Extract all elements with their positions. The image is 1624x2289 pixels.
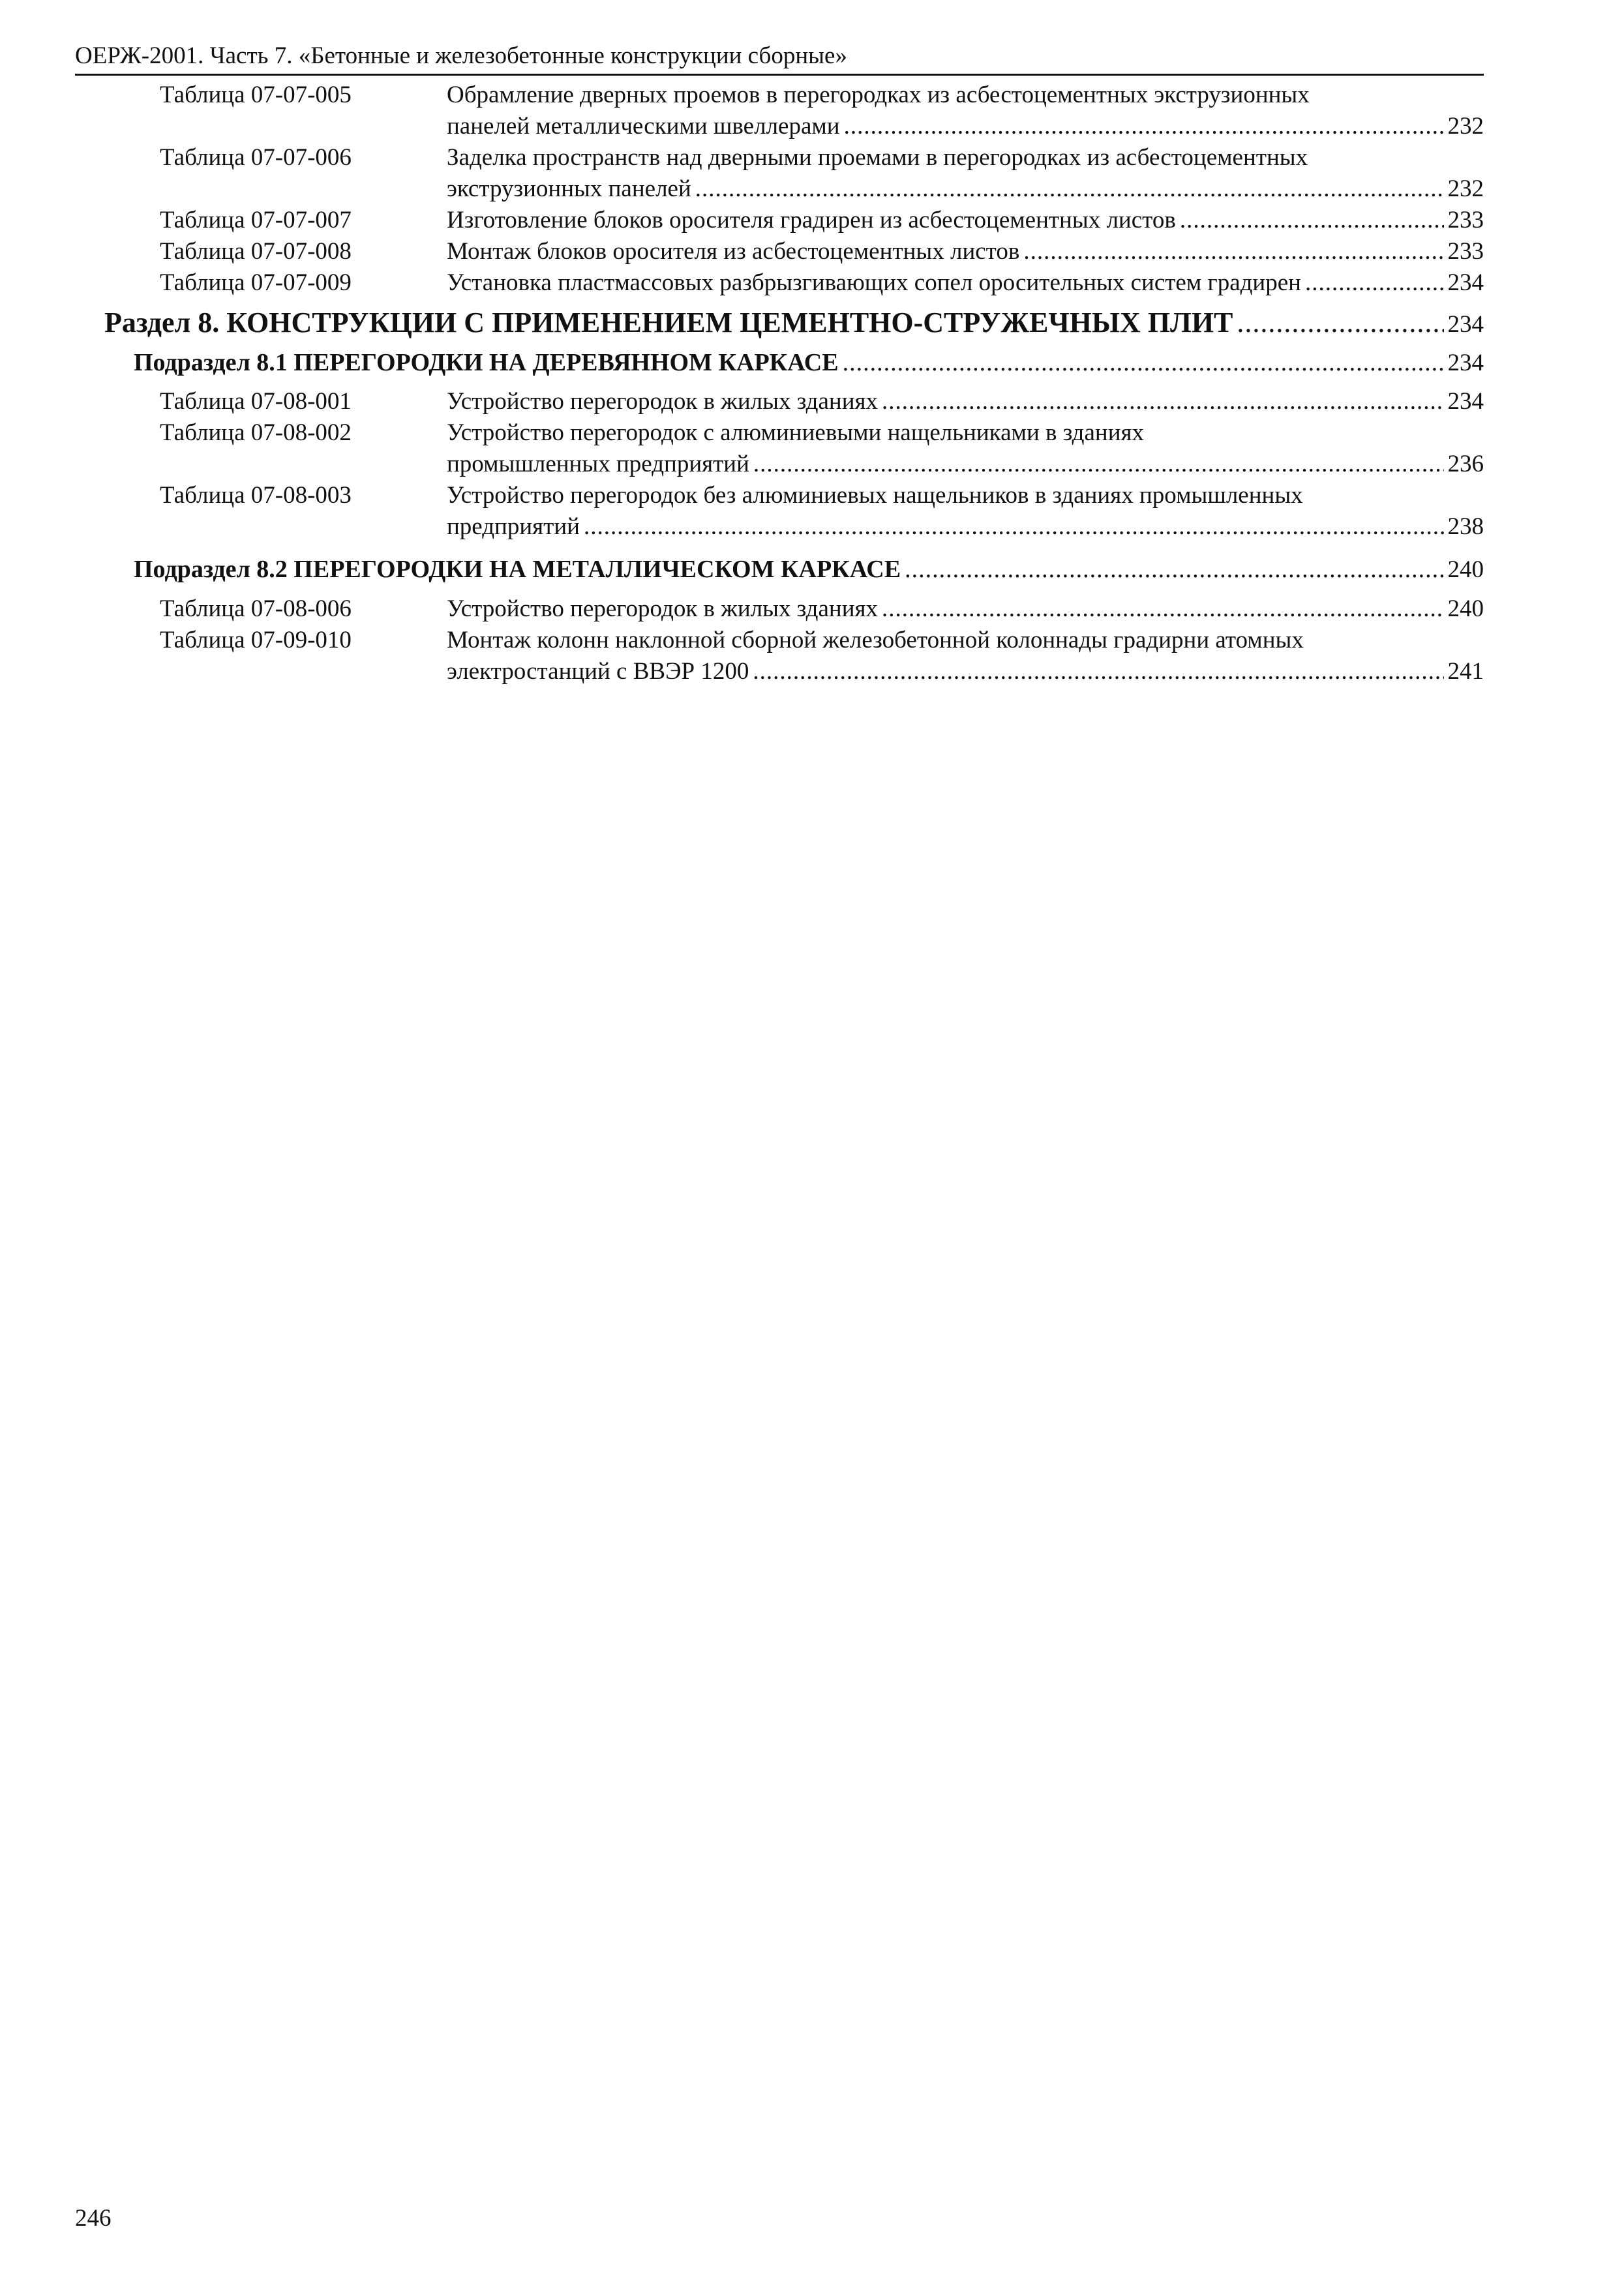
dot-leader xyxy=(905,552,1443,586)
toc-entry-code: Таблица 07-09-010 xyxy=(160,627,352,653)
toc-subsection-8-2[interactable] xyxy=(134,552,1484,589)
toc-entry-page: 232 xyxy=(1447,175,1484,202)
toc-subsection-8-1[interactable] xyxy=(134,346,1484,382)
toc-entry-title: Устройство перегородок в жилых зданиях xyxy=(447,388,879,415)
toc-entry-title-line2 xyxy=(447,111,1484,142)
toc-entry-code: Таблица 07-08-002 xyxy=(160,419,352,446)
toc-entry-title-line1: Монтаж колонн наклонной сборной железобетонной колоннады градирни атомных xyxy=(447,627,1304,653)
toc-entry-title: Монтаж блоков оросителя из асбестоцементных листов xyxy=(447,238,1020,265)
toc-entry-page: 240 xyxy=(1447,595,1484,622)
toc-entry-title-line1 xyxy=(447,267,1484,299)
toc-entry-page: 234 xyxy=(1447,388,1484,415)
dot-leader xyxy=(843,346,1444,380)
toc-entry-title-end: экструзионных панелей xyxy=(447,175,691,202)
dot-leader xyxy=(882,593,1443,625)
toc-entry-code: Таблица 07-07-005 xyxy=(160,82,352,108)
toc-entry-title-line2 xyxy=(447,656,1484,687)
toc-entry-title-end: предприятий xyxy=(447,513,580,540)
toc-entry-code: Таблица 07-08-003 xyxy=(160,482,352,509)
toc-entry-title-line2 xyxy=(447,173,1484,205)
dot-leader xyxy=(753,449,1444,480)
toc-entry-title-line1: Устройство перегородок с алюминиевыми нащельниками в зданиях xyxy=(447,419,1145,446)
dot-leader xyxy=(882,386,1443,417)
toc-entry-page: 233 xyxy=(1447,238,1484,265)
toc-section-8[interactable] xyxy=(104,305,1484,341)
toc-entry-title-line2 xyxy=(447,511,1484,543)
toc-entry-title-line1 xyxy=(447,205,1484,236)
toc-entry-code: Таблица 07-07-009 xyxy=(160,269,352,296)
toc-entry-page: 233 xyxy=(1447,207,1484,233)
toc-entry-code: Таблица 07-07-008 xyxy=(160,238,352,265)
subsection-page: 240 xyxy=(1447,556,1484,583)
toc-entry-code: Таблица 07-07-007 xyxy=(160,207,352,233)
subsection-title: Подраздел 8.1 ПЕРЕГОРОДКИ НА ДЕРЕВЯННОМ КАРКАСЕ xyxy=(134,349,839,376)
dot-leader xyxy=(753,656,1443,687)
toc-entry-page: 241 xyxy=(1447,658,1484,685)
toc-entry-page: 232 xyxy=(1447,113,1484,140)
toc-entry-title-line1: Устройство перегородок без алюминиевых нащельников в зданиях промышленных xyxy=(447,482,1303,509)
dot-leader xyxy=(1180,205,1444,236)
dot-leader xyxy=(1305,267,1444,299)
toc-entry-title-line1: Заделка пространств над дверными проемами в перегородках из асбестоцементных xyxy=(447,144,1308,171)
toc-entry-page: 236 xyxy=(1447,451,1484,477)
toc-entry-code: Таблица 07-07-006 xyxy=(160,144,352,171)
toc-entry-page: 234 xyxy=(1447,269,1484,296)
toc-entry-title-line2 xyxy=(447,449,1484,480)
section-page: 234 xyxy=(1447,311,1484,338)
toc-entry-title: Установка пластмассовых разбрызгивающих сопел оросительных систем градирен xyxy=(447,269,1301,296)
page-header xyxy=(75,39,1484,76)
dot-leader xyxy=(844,111,1444,142)
toc-entry-page: 238 xyxy=(1447,513,1484,540)
section-title: Раздел 8. КОНСТРУКЦИИ С ПРИМЕНЕНИЕМ ЦЕМЕНТНО-СТРУЖЕЧНЫХ ПЛИТ xyxy=(104,307,1233,338)
toc-entry-title-end: электростанций с ВВЭР 1200 xyxy=(447,658,749,685)
document-title: ОЕРЖ-2001. Часть 7. «Бетонные и железобетонные конструкции сборные» xyxy=(75,42,847,69)
dot-leader xyxy=(695,173,1444,205)
dot-leader xyxy=(1023,236,1443,267)
toc-entry-title: Изготовление блоков оросителя градирен из асбестоцементных листов xyxy=(447,207,1176,233)
toc-entry-title-end: панелей металлическими швеллерами xyxy=(447,113,840,140)
dot-leader xyxy=(584,511,1444,543)
toc-entry-title-line1 xyxy=(447,236,1484,267)
toc-entry-title: Устройство перегородок в жилых зданиях xyxy=(447,595,879,622)
toc-entry-code: Таблица 07-08-001 xyxy=(160,388,352,415)
subsection-page: 234 xyxy=(1447,350,1484,376)
toc-entry-title-line1 xyxy=(447,593,1484,625)
dot-leader xyxy=(1237,305,1443,341)
page-number: 246 xyxy=(75,2205,112,2232)
toc-entry-title-line1 xyxy=(447,386,1484,417)
toc-entry-title-line1: Обрамление дверных проемов в перегородках из асбестоцементных экструзионных xyxy=(447,82,1310,108)
subsection-title: Подраздел 8.2 ПЕРЕГОРОДКИ НА МЕТАЛЛИЧЕСКОМ КАРКАСЕ xyxy=(134,556,901,583)
toc-entry-code: Таблица 07-08-006 xyxy=(160,595,352,622)
toc-entry-title-end: промышленных предприятий xyxy=(447,451,749,477)
